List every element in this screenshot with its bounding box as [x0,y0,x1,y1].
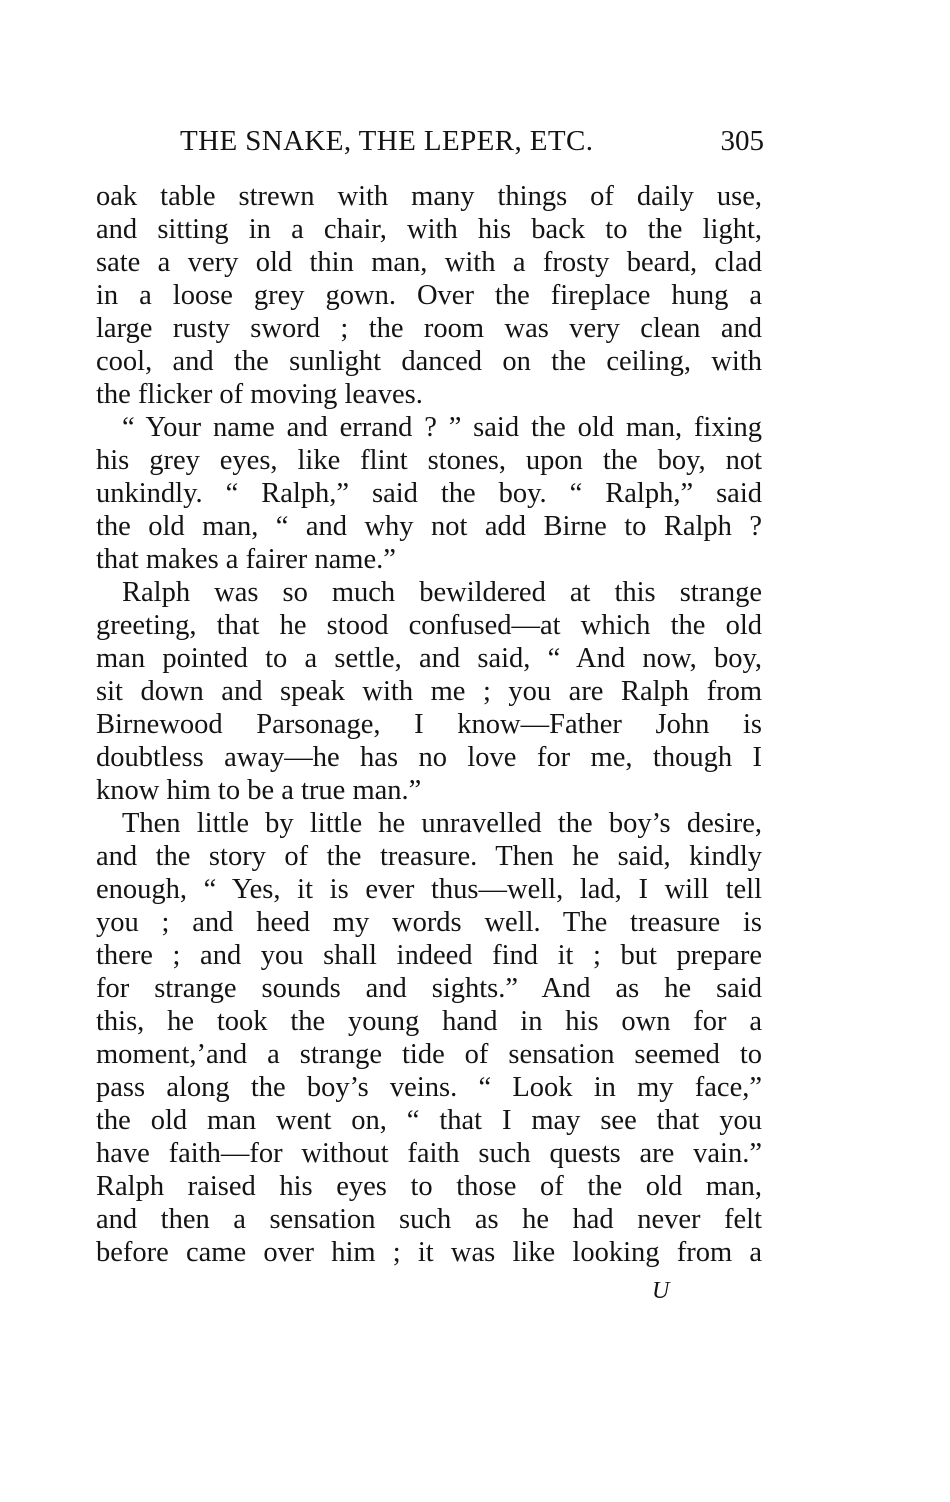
text-line: for strange sounds and sights.” And as he said [96,973,762,1004]
page-header [180,125,764,165]
text-line: the old man, “ and why not add Birne to Ralph ? [96,511,762,542]
text-line: pass along the boy’s veins. “ Look in my face,” [96,1072,762,1103]
text-line: the flicker of moving leaves. [96,379,423,410]
text-line: the old man went on, “ that I may see that you [96,1105,762,1136]
running-title: THE SNAKE, THE LEPER, ETC. [180,125,594,157]
text-line: enough, “ Yes, it is ever thus—well, lad, I will tell [96,874,762,905]
text-line: there ; and you shall indeed find it ; but prepare [96,940,762,971]
text-line: you ; and heed my words well. The treasure is [96,907,762,938]
text-line: greeting, that he stood confused—at which the old [96,610,762,641]
text-line: cool, and the sunlight danced on the ceiling, with [96,346,762,377]
page-number: 305 [720,125,764,157]
text-line: Then little by little he unravelled the boy’s desire, [122,808,762,839]
text-line: and then a sensation such as he had never felt [96,1204,762,1235]
text-line: this, he took the young hand in his own for a [96,1006,762,1037]
text-line: Birnewood Parsonage, I know—Father John is [96,709,762,740]
text-line: Ralph raised his eyes to those of the old man, [96,1171,762,1202]
text-line: know him to be a true man.” [96,775,422,806]
text-line: that makes a fairer name.” [96,544,396,575]
text-line: have faith—for without faith such quests are vain.” [96,1138,762,1169]
text-line: man pointed to a settle, and said, “ And now, boy, [96,643,762,674]
body-text [96,180,762,1269]
text-line: his grey eyes, like flint stones, upon the boy, not [96,445,762,476]
text-line: unkindly. “ Ralph,” said the boy. “ Ralph,” said [96,478,762,509]
text-line: “ Your name and errand ? ” said the old man, fixing [122,412,762,443]
text-line: large rusty sword ; the room was very clean and [96,313,762,344]
text-line: in a loose grey gown. Over the fireplace hung a [96,280,762,311]
text-line: moment,’and a strange tide of sensation seemed to [96,1039,762,1070]
text-line: sate a very old thin man, with a frosty beard, clad [96,247,762,278]
text-line: and the story of the treasure. Then he said, kindly [96,841,762,872]
signature-mark: U [652,1278,670,1304]
text-line: and sitting in a chair, with his back to the light, [96,214,762,245]
text-line: before came over him ; it was like looking from a [96,1237,762,1268]
text-line: sit down and speak with me ; you are Ralph from [96,676,762,707]
text-line: doubtless away—he has no love for me, though I [96,742,762,773]
text-line: oak table strewn with many things of daily use, [96,181,762,212]
text-line: Ralph was so much bewildered at this strange [122,577,762,608]
